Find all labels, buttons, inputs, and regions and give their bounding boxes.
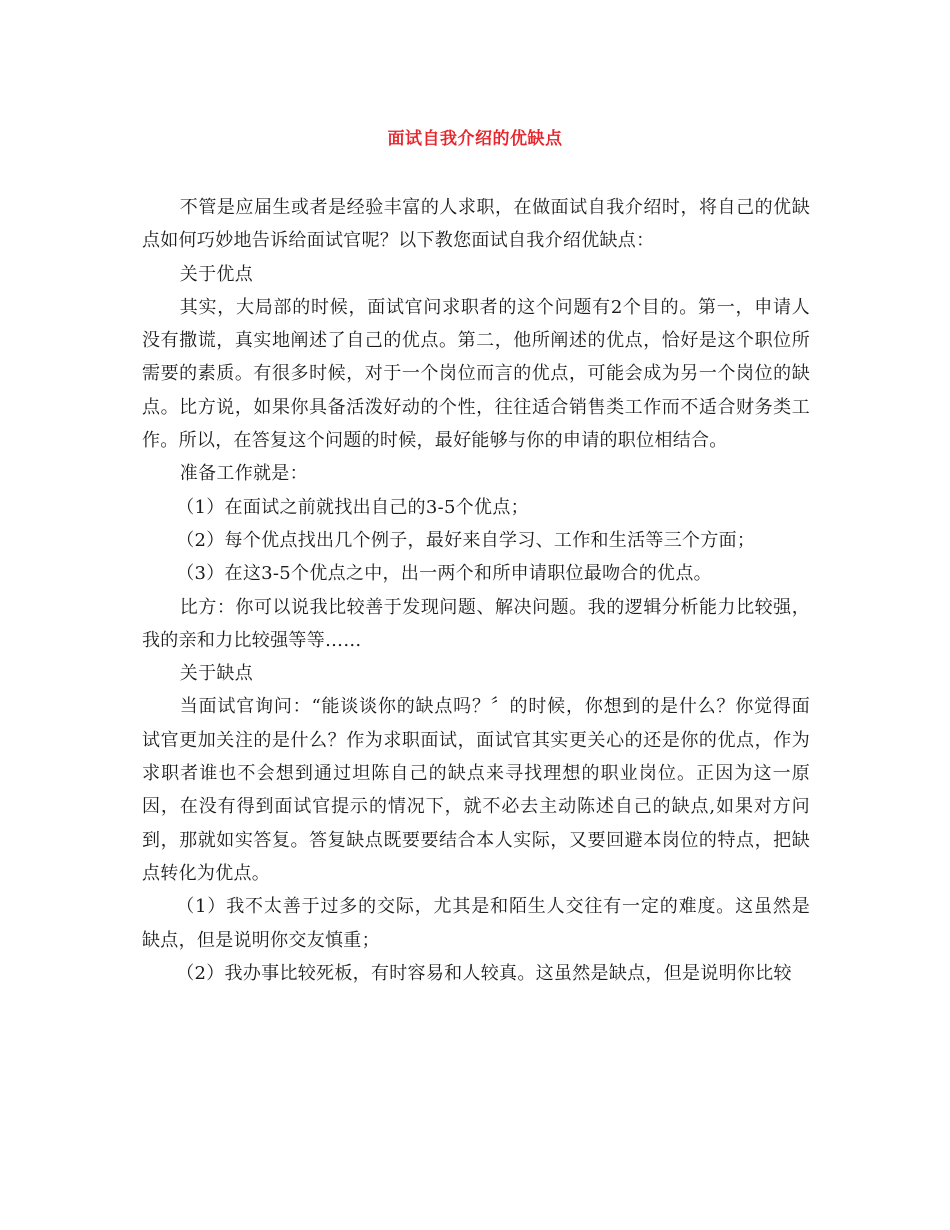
intro-paragraph: 不管是应届生或者是经验丰富的人求职，在做面试自我介绍时，将自己的优缺点如何巧妙地告诉给面试官呢？以下教您面试自我介绍优缺点：	[142, 197, 810, 252]
weaknesses-paragraph: 当面试官询问：“能谈谈你的缺点吗？〞的时候，你想到的是什么？你觉得面试官更加关注的是什么？作为求职面试，面试官其实更关心的还是你的优点，作为求职者谁也不会想到通过坦陈自己的缺点来寻找理想的职业岗位。正因为这一原因，在没有得到面试官提示的情况下，就不必去主动陈述自己的缺点,如果对方问到，那就如实答复。答复缺点既要要结合本人实际，又要回避本岗位的特点，把缺点转化为优点。	[142, 696, 810, 884]
list-item: （1）在面试之前就找出自己的3-5个优点；	[176, 496, 529, 518]
document-body	[142, 191, 810, 990]
example-paragraph: 比方：你可以说我比较善于发现问题、解决问题。我的逻辑分析能力比较强，我的亲和力比较强等等……	[142, 596, 810, 651]
list-item: （1）我不太善于过多的交际，尤其是和陌生人交往有一定的难度。这虽然是缺点，但是说明你交友慎重；	[142, 896, 810, 951]
list-item: （3）在这3-5个优点之中，出一两个和所申请职位最吻合的优点。	[176, 563, 712, 585]
list-item: （2）我办事比较死板，有时容易和人较真。这虽然是缺点，但是说明你比较	[176, 962, 792, 984]
preparation-label: 准备工作就是：	[179, 463, 308, 485]
list-item: （2）每个优点找出几个例子，最好来自学习、工作和生活等三个方面；	[176, 529, 756, 551]
section-heading-strengths: 关于优点	[179, 263, 253, 285]
section-heading-weaknesses: 关于缺点	[179, 663, 253, 685]
strengths-paragraph: 其实，大局部的时候，面试官问求职者的这个问题有2个目的。第一，申请人没有撒谎，真实地阐述了自己的优点。第二，他所阐述的优点，恰好是这个职位所需要的素质。有很多时候，对于一个岗位而言的优点，可能会成为另一个岗位的缺点。比方说，如果你具备活泼好动的个性，往往适合销售类工作而不适合财务类工作。所以，在答复这个问题的时候，最好能够与你的申请的职位相结合。	[142, 296, 810, 452]
document-title: 面试自我介绍的优缺点	[387, 129, 563, 149]
